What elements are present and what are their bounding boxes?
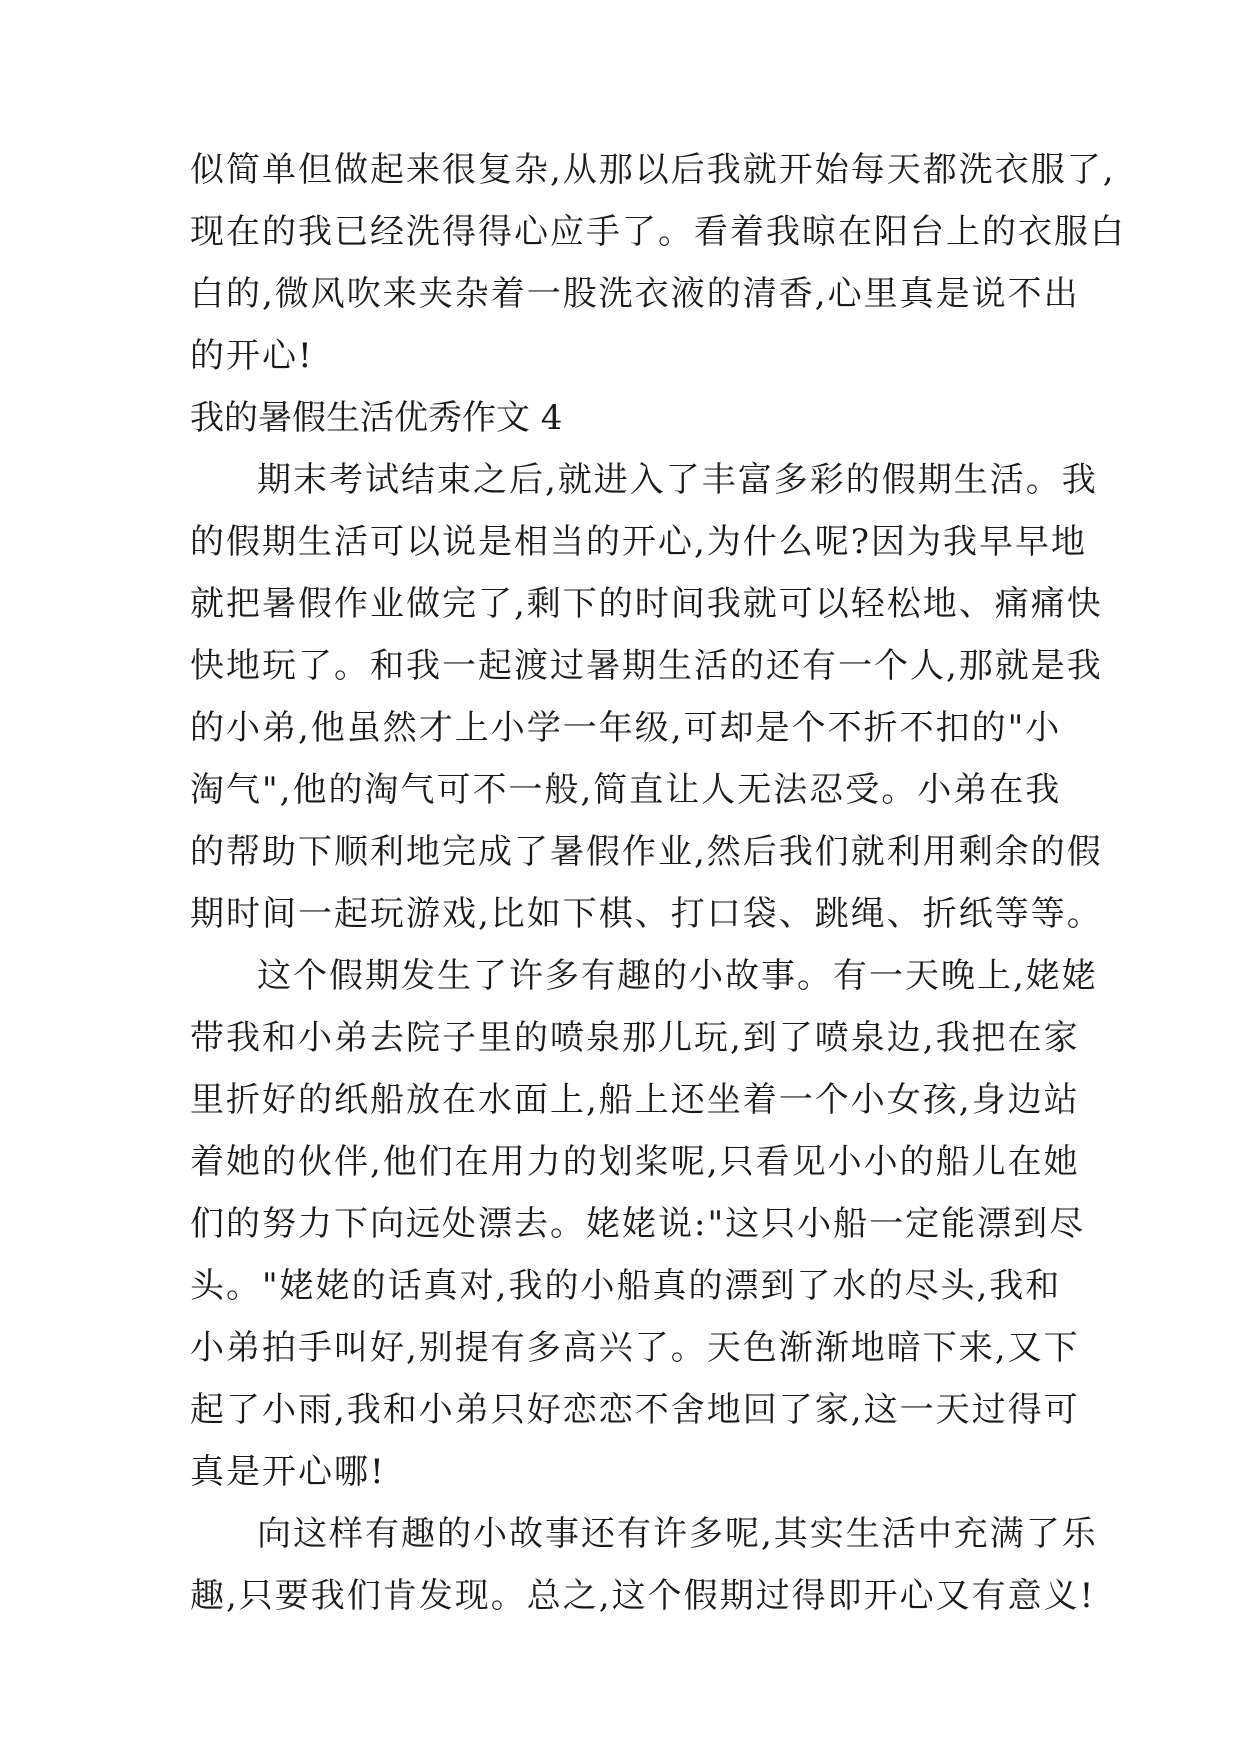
paragraph-line: 的帮助下顺利地完成了暑假作业,然后我们就利用剩余的假	[190, 832, 1103, 872]
paragraph-line: 的假期生活可以说是相当的开心,为什么呢?因为我早早地	[190, 522, 1088, 562]
intro-line: 似简单但做起来很复杂,从那以后我就开始每天都洗衣服了,	[190, 150, 1116, 190]
section-title: 我的暑假生活优秀作文 4	[190, 398, 563, 438]
paragraph-line: 真是开心哪!	[190, 1452, 386, 1492]
intro-line: 的开心!	[190, 336, 314, 376]
paragraph-line: 的小弟,他虽然才上小学一年级,可却是个不折不扣的"小	[190, 708, 1062, 748]
intro-line: 现在的我已经洗得得心应手了。看着我晾在阳台上的衣服白	[190, 212, 1126, 252]
paragraph-line: 头。"姥姥的话真对,我的小船真的漂到了水的尽头,我和	[190, 1266, 1062, 1306]
paragraph-line: 这个假期发生了许多有趣的小故事。有一天晚上,姥姥	[257, 956, 1098, 996]
paragraph-line: 带我和小弟去院子里的喷泉那儿玩,到了喷泉边,我把在家	[190, 1018, 1080, 1058]
paragraph-line: 快地玩了。和我一起渡过暑期生活的还有一个人,那就是我	[190, 646, 1103, 686]
paragraph-line: 里折好的纸船放在水面上,船上还坐着一个小女孩,身边站	[190, 1080, 1080, 1120]
paragraph-line: 期末考试结束之后,就进入了丰富多彩的假期生活。我	[257, 460, 1098, 500]
paragraph-line: 着她的伙伴,他们在用力的划桨呢,只看见小小的船儿在她	[190, 1142, 1080, 1182]
paragraph-line: 趣,只要我们肯发现。总之,这个假期过得即开心又有意义!	[190, 1576, 1096, 1616]
paragraph-line: 小弟拍手叫好,别提有多高兴了。天色渐渐地暗下来,又下	[190, 1328, 1080, 1368]
intro-line: 白的,微风吹来夹杂着一股洗衣液的清香,心里真是说不出	[190, 274, 1080, 314]
paragraph-line: 期时间一起玩游戏,比如下棋、打口袋、跳绳、折纸等等。	[190, 894, 1103, 934]
paragraph-line: 起了小雨,我和小弟只好恋恋不舍地回了家,这一天过得可	[190, 1390, 1080, 1430]
paragraph-line: 就把暑假作业做完了,剩下的时间我就可以轻松地、痛痛快	[190, 584, 1103, 624]
paragraph-line: 们的努力下向远处漂去。姥姥说:"这只小船一定能漂到尽	[190, 1204, 1086, 1244]
paragraph-line: 淘气",他的淘气可不一般,简直让人无法忍受。小弟在我	[190, 770, 1062, 810]
paragraph-line: 向这样有趣的小故事还有许多呢,其实生活中充满了乐	[257, 1514, 1098, 1554]
